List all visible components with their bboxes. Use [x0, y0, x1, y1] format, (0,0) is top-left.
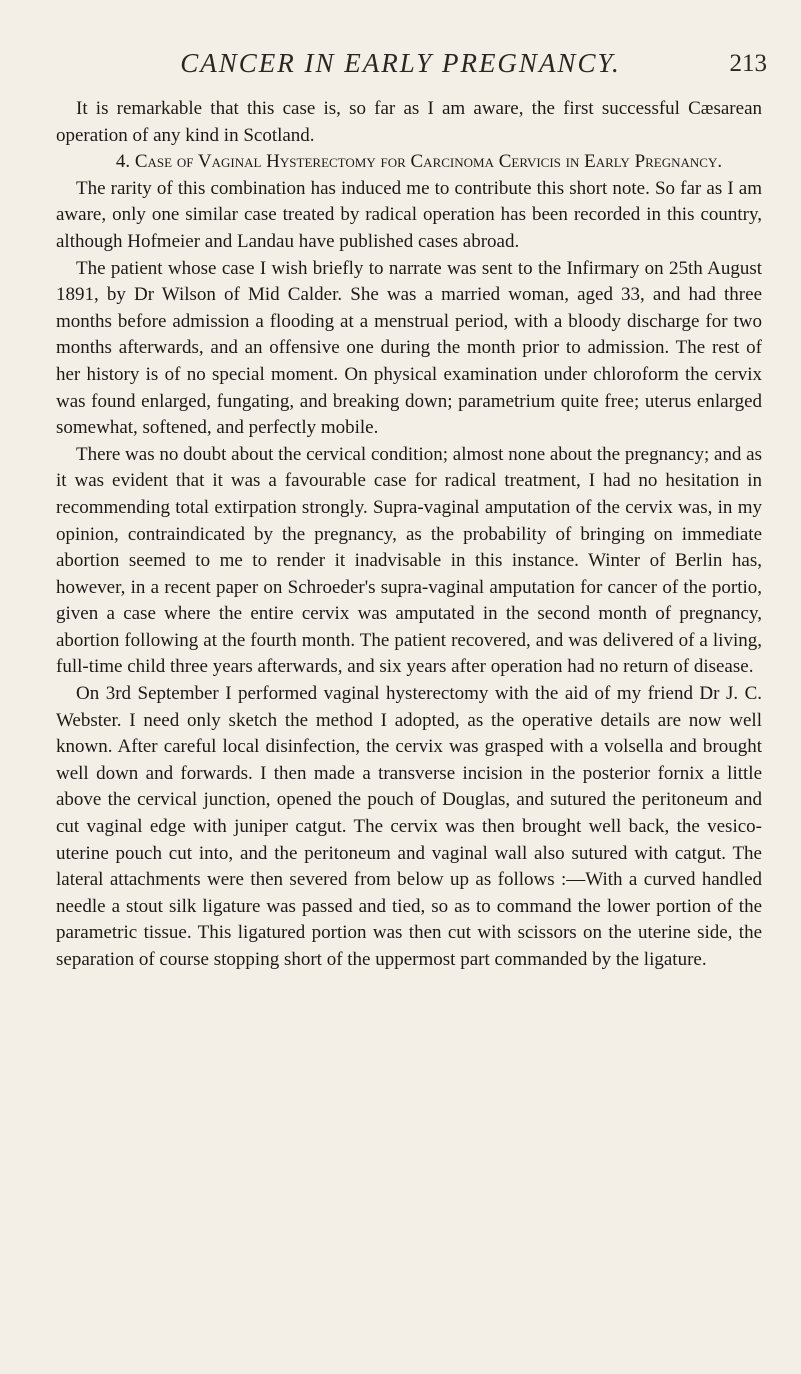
paragraph-4: There was no doubt about the cervical condition; almost none about the pregnancy; and as it was evident that it was a favourable case for radical treatment, I had no hesitation in recommending total extirpation strongly. Supra-vaginal amputation of the cervix was, in my opinion, contraindicated by the pregnancy, as the probability of bringing on immediate abortion seemed to me to render it inadvisable in this instance. Winter of Berlin has, however, in a recent paper on Schroeder's supra-vaginal amputation for cancer of the portio, given a case where the entire cervix was amputated in the second month of pregnancy, abortion following at the fourth month. The patient recovered, and was delivered of a living, full-time child three years afterwards, and six years after operation had no return of disease. [56, 443, 762, 678]
body-text [56, 96, 762, 974]
paragraph-3: The patient whose case I wish briefly to narrate was sent to the Infirmary on 25th August 1891, by Dr Wilson of Mid Calder. She was a married woman, aged 33, and had three months before admission a flooding at a menstrual period, with a bloody discharge for two months afterwards, and an offensive one during the month prior to admission. The rest of her history is of no special moment. On physical examination under chloroform the cervix was found enlarged, fungating, and breaking down; parametrium quite free; uterus enlarged somewhat, softened, and perfectly mobile. [56, 257, 762, 439]
paragraph-2: The rarity of this combination has induced me to contribute this short note. So far as I am aware, only one similar case treated by radical operation has been recorded in this country, although Hofmeier and Landau have published cases abroad. [56, 177, 762, 252]
page-number: 213 [729, 50, 767, 77]
page-header [0, 48, 801, 88]
paragraph-1: It is remarkable that this case is, so far as I am aware, the first successful Cæsarean operation of any kind in Scotland. [56, 98, 762, 146]
paragraph-5: On 3rd September I performed vaginal hysterectomy with the aid of my friend Dr J. C. Webster. I need only sketch the method I adopted, as the operative details are now well known. After careful local disinfection, the cervix was grasped with a volsella and brought well down and forwards. I then made a transverse incision in the posterior fornix a little above the cervical junction, opened the pouch of Douglas, and sutured the peritoneum and cut vaginal edge with juniper catgut. The cervix was then brought well back, the vesico-uterine pouch cut into, and the peritoneum and vaginal wall also sutured with catgut. The lateral attachments were then severed from below up as follows :—With a curved handled needle a stout silk ligature was passed and tied, so as to command the lower portion of the parametric tissue. This ligatured portion was then cut with scissors on the uterine side, the separation of course stopping short of the uppermost part commanded by the ligature. [56, 683, 762, 970]
running-title: CANCER IN EARLY PREGNANCY. [180, 48, 621, 78]
section-heading: 4. Case of Vaginal Hysterectomy for Carcinoma Cervicis in Early Pregnancy. [115, 151, 723, 173]
